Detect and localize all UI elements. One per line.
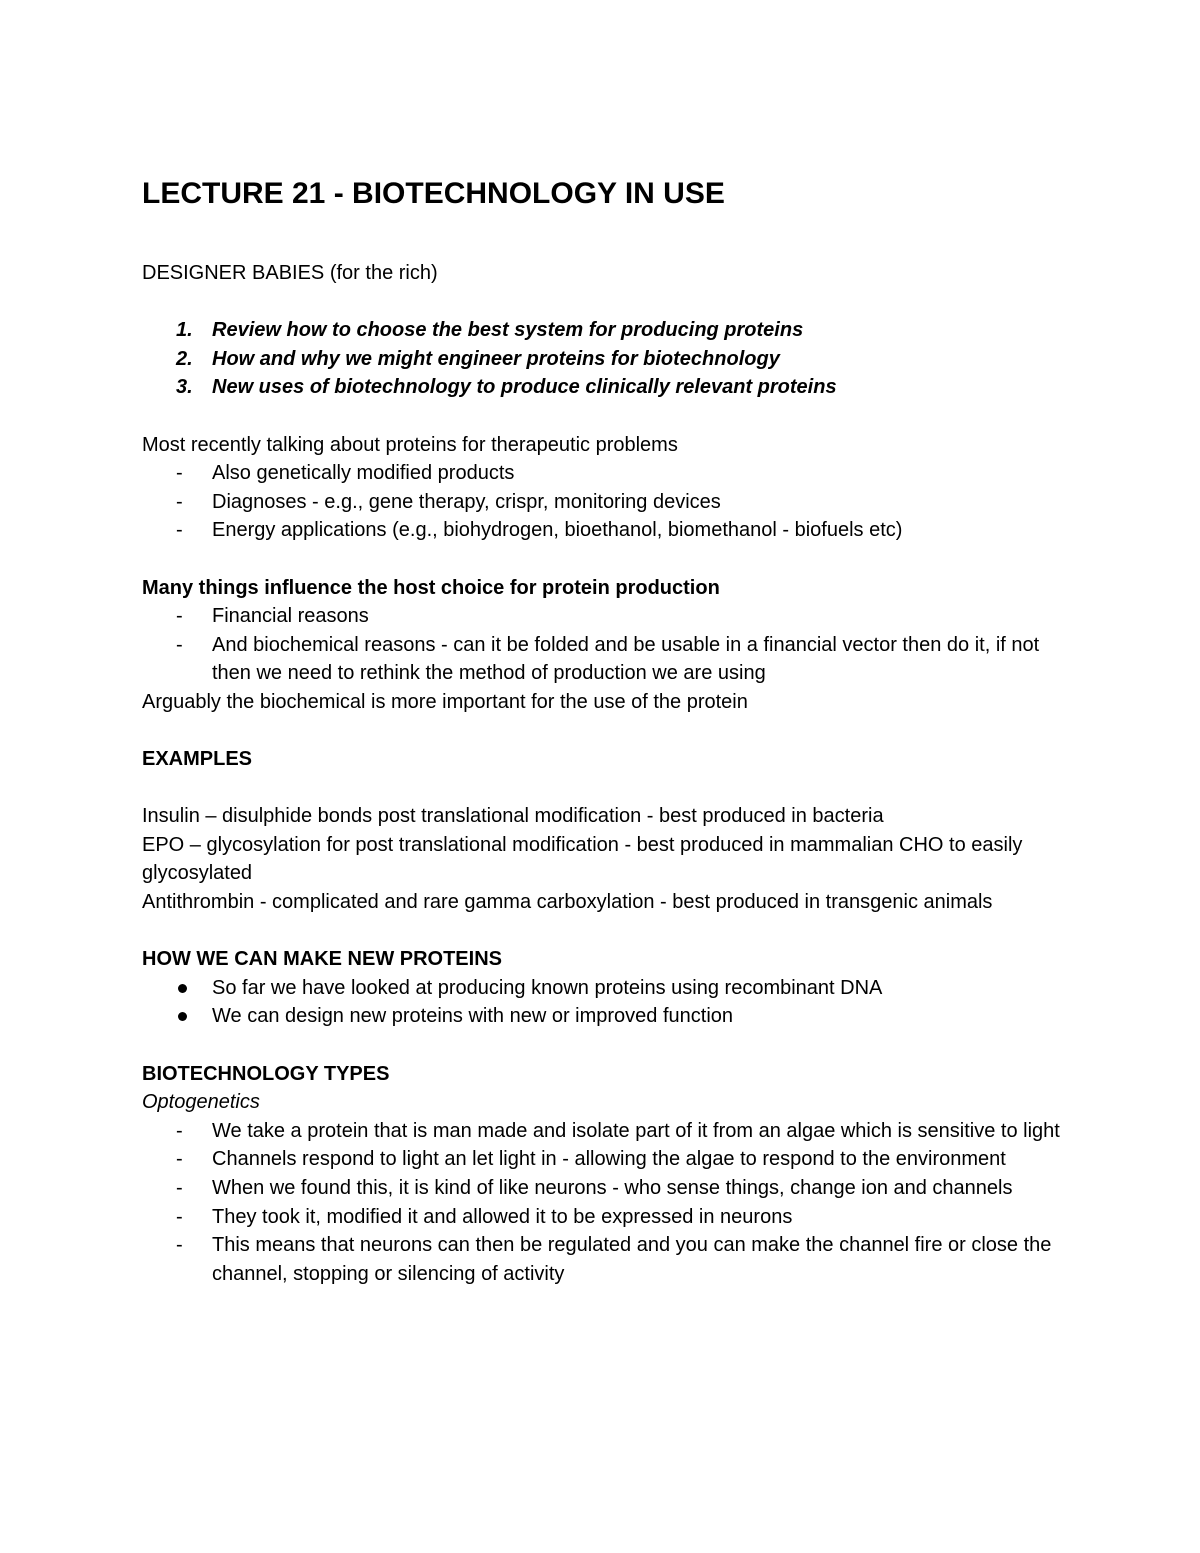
- host-choice-conclusion: Arguably the biochemical is more important for the use of the protein: [142, 690, 748, 713]
- list-item-text: Energy applications (e.g., biohydrogen, bioethanol, biomethanol - biofuels etc): [212, 519, 903, 542]
- list-item-text: We take a protein that is man made and isolate part of it from an algae which is sensitive to light: [212, 1119, 1060, 1142]
- objective-text: Review how to choose the best system for producing proteins: [212, 319, 804, 342]
- document-page: [142, 174, 1082, 1288]
- list-item: [142, 1174, 1082, 1203]
- subtitle: DESIGNER BABIES (for the rich): [142, 262, 438, 284]
- objective-text: How and why we might engineer proteins for biotechnology: [212, 347, 780, 370]
- optogenetics-subheading: Optogenetics: [142, 1091, 260, 1114]
- dash-marker: -: [176, 1205, 183, 1228]
- new-proteins-heading: HOW WE CAN MAKE NEW PROTEINS: [142, 948, 502, 971]
- dash-marker: -: [176, 1148, 183, 1171]
- list-item-text: This means that neurons can then be regulated and you can make the channel fire or close the channel, stopping or silencing of activity: [212, 1234, 1052, 1285]
- example-epo: EPO – glycosylation for post translational modification - best produced in mammalian CHO to easily glycosylated: [142, 833, 1023, 885]
- objective-number: 2.: [176, 347, 193, 370]
- spacer: [142, 288, 1082, 317]
- list-item: [142, 1117, 1082, 1146]
- intro-list: [142, 459, 1082, 545]
- example-antithrombin: Antithrombin - complicated and rare gamma carboxylation - best produced in transgenic animals: [142, 891, 993, 914]
- list-item-text: We can design new proteins with new or improved function: [212, 1005, 734, 1028]
- objective-item: [142, 316, 1082, 345]
- list-item: [142, 602, 1082, 631]
- intro-lead: Most recently talking about proteins for therapeutic problems: [142, 433, 678, 456]
- list-item: [142, 1203, 1082, 1232]
- list-item: [142, 516, 1082, 545]
- spacer: [142, 917, 1082, 946]
- list-item: [142, 459, 1082, 488]
- document-title: LECTURE 21 - BIOTECHNOLOGY IN USE: [142, 177, 725, 210]
- list-item-text: And biochemical reasons - can it be folded and be usable in a financial vector then do it, if not then we need to rethink the method of production we are using: [212, 633, 1040, 685]
- dash-marker: -: [176, 490, 183, 513]
- list-item-text: When we found this, it is kind of like neurons - who sense things, change ion and channels: [212, 1177, 1013, 1199]
- spacer: [142, 545, 1082, 574]
- list-item: [142, 1145, 1082, 1174]
- bullet-icon: [178, 984, 187, 993]
- list-item: [142, 974, 1082, 1003]
- objective-number: 1.: [176, 319, 193, 342]
- dash-marker: -: [176, 605, 183, 628]
- list-item-text: So far we have looked at producing known proteins using recombinant DNA: [212, 976, 883, 999]
- dash-marker: -: [176, 462, 183, 485]
- optogenetics-list: [142, 1117, 1082, 1289]
- spacer: [142, 218, 1082, 259]
- list-item: [142, 1231, 1082, 1288]
- examples-heading: EXAMPLES: [142, 748, 253, 771]
- bullet-icon: [178, 1012, 187, 1021]
- spacer: [142, 1031, 1082, 1060]
- dash-marker: -: [176, 633, 183, 656]
- objective-number: 3.: [176, 376, 193, 399]
- list-item-text: Financial reasons: [212, 605, 369, 628]
- example-insulin: Insulin – disulphide bonds post translational modification - best produced in bacteria: [142, 805, 884, 828]
- list-item: [142, 631, 1082, 688]
- spacer: [142, 717, 1082, 746]
- list-item: [142, 1002, 1082, 1031]
- biotech-types-heading: BIOTECHNOLOGY TYPES: [142, 1062, 390, 1085]
- dash-marker: -: [176, 1234, 183, 1257]
- spacer: [142, 402, 1082, 431]
- spacer: [142, 774, 1082, 803]
- dash-marker: -: [176, 1177, 183, 1199]
- dash-marker: -: [176, 519, 183, 542]
- new-proteins-list: [142, 974, 1082, 1031]
- objective-item: [142, 373, 1082, 402]
- dash-marker: -: [176, 1119, 183, 1142]
- list-item: [142, 488, 1082, 517]
- objectives-list: [142, 316, 1082, 402]
- list-item-text: Also genetically modified products: [212, 462, 515, 485]
- objective-item: [142, 345, 1082, 374]
- host-choice-list: [142, 602, 1082, 688]
- list-item-text: Channels respond to light an let light in - allowing the algae to respond to the environment: [212, 1148, 1006, 1171]
- host-choice-heading: Many things influence the host choice for protein production: [142, 576, 720, 599]
- list-item-text: They took it, modified it and allowed it to be expressed in neurons: [212, 1205, 793, 1228]
- objective-text: New uses of biotechnology to produce clinically relevant proteins: [212, 376, 837, 399]
- list-item-text: Diagnoses - e.g., gene therapy, crispr, monitoring devices: [212, 490, 721, 513]
